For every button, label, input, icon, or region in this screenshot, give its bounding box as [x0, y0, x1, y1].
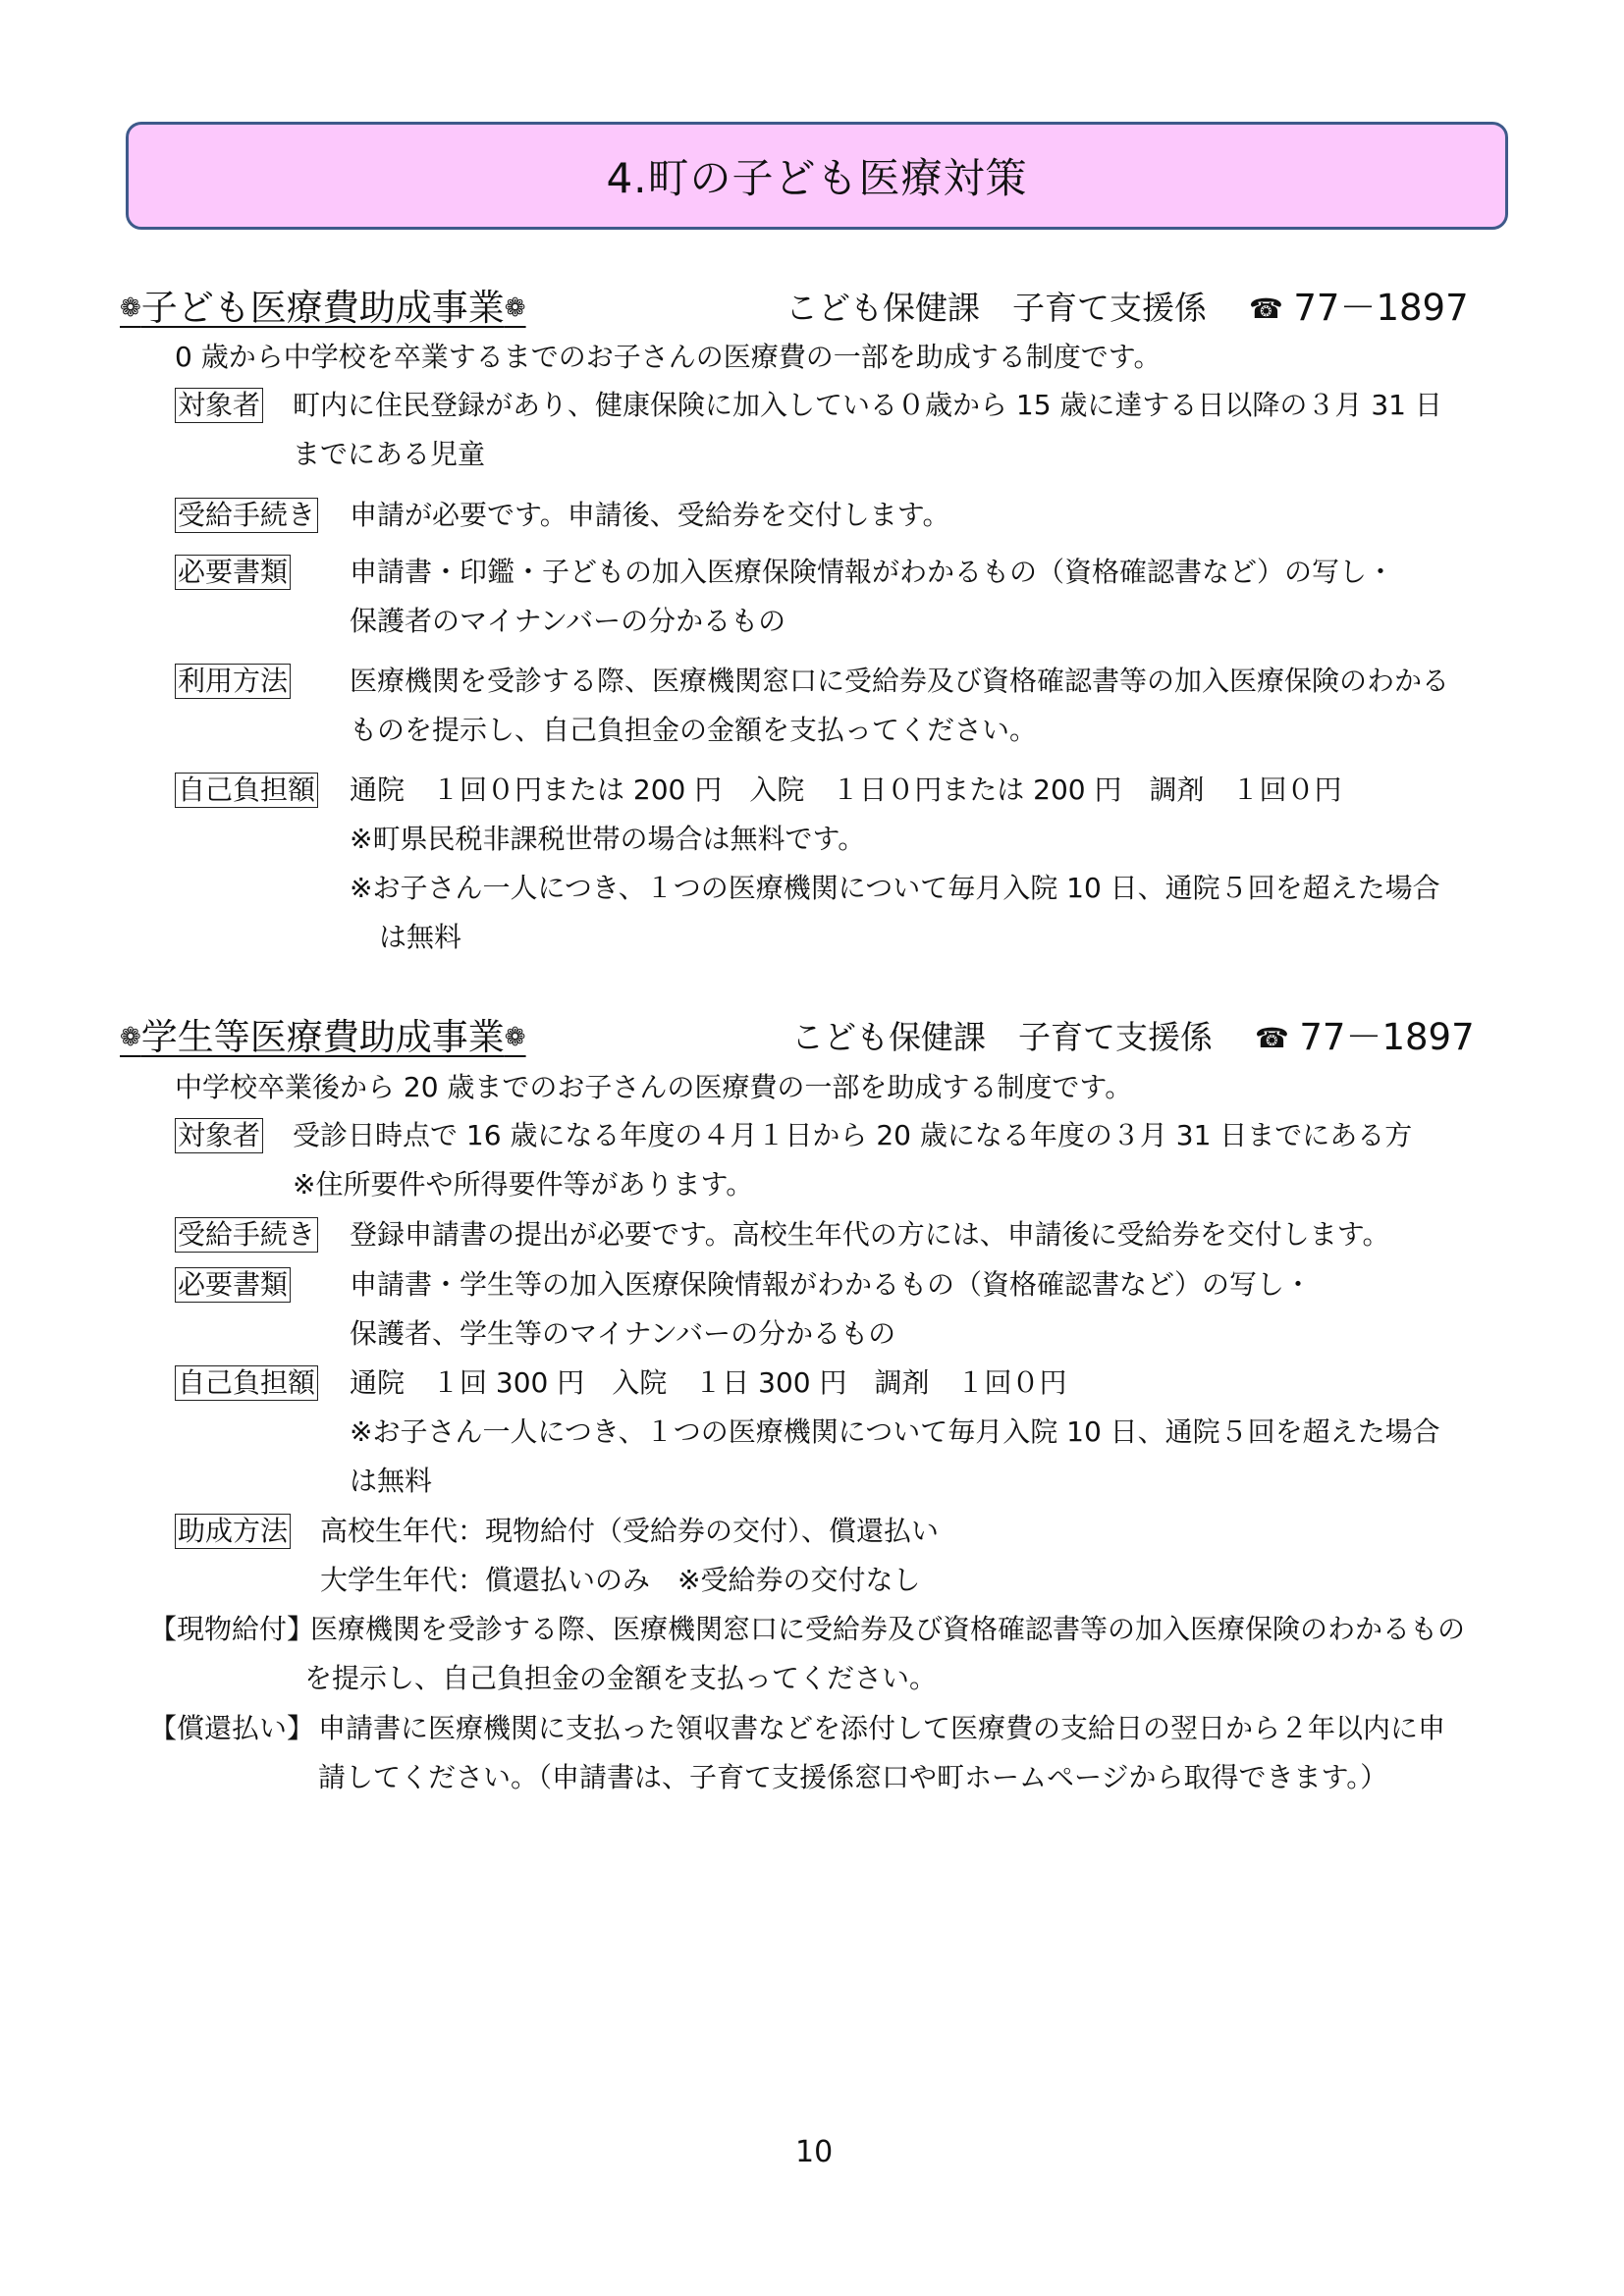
section1-documents-label: 必要書類: [175, 555, 291, 590]
section2-method-line1: 高校生年代：現物給付（受給券の交付）、償還払い: [320, 1515, 940, 1547]
section1-heading: [120, 287, 526, 330]
section1-contact: [785, 287, 1207, 330]
flower-icon: ❁: [120, 294, 141, 323]
section2-method-label: 助成方法: [175, 1514, 291, 1549]
section1-usage-line1: 医療機関を受診する際、医療機関窓口に受給券及び資格確認書等の加入医療保険のわかる: [350, 665, 1450, 697]
page-title: 4.町の子ども医療対策: [606, 154, 1028, 202]
section1-documents-line2: 保護者のマイナンバーの分かるもの: [350, 605, 786, 637]
section1-target-label: 対象者: [175, 388, 263, 423]
section1-procedure-line1: 申請が必要です。申請後、受給券を交付します。: [350, 499, 950, 531]
flower-icon: ❁: [504, 294, 526, 323]
section2-copay-line3: は無料: [350, 1465, 433, 1497]
section1-target-line2: までにある児童: [293, 438, 486, 470]
note-shokan-label: 【償還払い】: [149, 1712, 315, 1744]
note-genbutsu-line1: 医療機関を受診する際、医療機関窓口に受給券及び資格確認書等の加入医療保険のわかるもの: [310, 1613, 1466, 1645]
section2-documents-label: 必要書類: [175, 1267, 291, 1303]
section1-copay-line4: は無料: [379, 921, 462, 953]
section2-procedure-label: 受給手続き: [175, 1217, 318, 1253]
section2-copay-line2: ※お子さん一人につき、１つの医療機関について毎月入院 10 日、通院５回を超えた場合: [350, 1415, 1440, 1448]
section2-intro: 中学校卒業後から 20 歳までのお子さんの医療費の一部を助成する制度です。: [175, 1071, 1133, 1103]
section1-usage-line2: ものを提示し、自己負担金の金額を支払ってください。: [350, 714, 1038, 746]
page-number: 10: [795, 2135, 834, 2169]
section1-intro: 0 歳から中学校を卒業するまでのお子さんの医療費の一部を助成する制度です。: [175, 341, 1162, 373]
page-title-box: [126, 122, 1508, 230]
section2-method-line2: 大学生年代：償還払いのみ ※受給券の交付なし: [320, 1564, 921, 1596]
section2-contact-dept: こども保健課 子育て支援係: [791, 1018, 1213, 1056]
section2-phone: [1255, 1016, 1475, 1060]
flower-icon: ❁: [120, 1023, 141, 1052]
section1-procedure-label: 受給手続き: [175, 498, 318, 533]
note-genbutsu-line2: を提示し、自己負担金の金額を支払ってください。: [304, 1662, 938, 1694]
section2-contact: [791, 1016, 1213, 1059]
note-shokan-line2: 請してください。（申請書は、子育て支援係窓口や町ホームページから取得できます。）: [318, 1761, 1388, 1793]
telephone-icon: ☎: [1255, 1022, 1289, 1054]
section1-copay-line3: ※お子さん一人につき、１つの医療機関について毎月入院 10 日、通院５回を超えた場合: [350, 872, 1440, 904]
section2-heading: [120, 1016, 526, 1059]
note-genbutsu-label: 【現物給付】: [149, 1613, 315, 1645]
section2-documents-line2: 保護者、学生等のマイナンバーの分かるもの: [350, 1317, 896, 1350]
section1-target-line1: 町内に住民登録があり、健康保険に加入している０歳から 15 歳に達する日以降の３月 31 日: [293, 389, 1442, 421]
section1-copay-line1: 通院 １回０円または 200 円 入院 １日０円または 200 円 調剤 １回０円: [350, 774, 1342, 806]
section2-documents-line1: 申請書・学生等の加入医療保険情報がわかるもの（資格確認書など）の写し・: [350, 1268, 1313, 1301]
section1-phone: [1249, 287, 1469, 331]
section2-title: 学生等医療費助成事業: [140, 1016, 505, 1058]
section2-phone-number: 77－1897: [1299, 1016, 1475, 1058]
section1-documents-line1: 申請書・印鑑・子どもの加入医療保険情報がわかるもの（資格確認書など）の写し・: [350, 556, 1395, 588]
section2-copay-line1: 通院 １回 300 円 入院 １日 300 円 調剤 １回０円: [350, 1366, 1067, 1399]
telephone-icon: ☎: [1249, 293, 1283, 325]
note-shokan-line1: 申請書に医療機関に支払った領収書などを添付して医療費の支給日の翌日から２年以内に申: [318, 1712, 1446, 1744]
section1-contact-dept: こども保健課 子育て支援係: [785, 289, 1207, 327]
section1-title: 子ども医療費助成事業: [140, 287, 505, 329]
section2-target-line2: ※住所要件や所得要件等があります。: [293, 1168, 754, 1201]
section1-usage-label: 利用方法: [175, 664, 291, 699]
section2-procedure-line1: 登録申請書の提出が必要です。高校生年代の方には、申請後に受給券を交付します。: [350, 1218, 1390, 1251]
section1-phone-number: 77－1897: [1293, 287, 1469, 329]
section2-copay-label: 自己負担額: [175, 1365, 318, 1401]
section2-target-label: 対象者: [175, 1118, 263, 1153]
flower-icon: ❁: [504, 1023, 526, 1052]
section1-copay-line2: ※町県民税非課税世帯の場合は無料です。: [350, 823, 866, 855]
section1-copay-label: 自己負担額: [175, 773, 318, 808]
section2-target-line1: 受診日時点で 16 歳になる年度の４月１日から 20 歳になる年度の３月 31 日までにある方: [293, 1119, 1413, 1151]
